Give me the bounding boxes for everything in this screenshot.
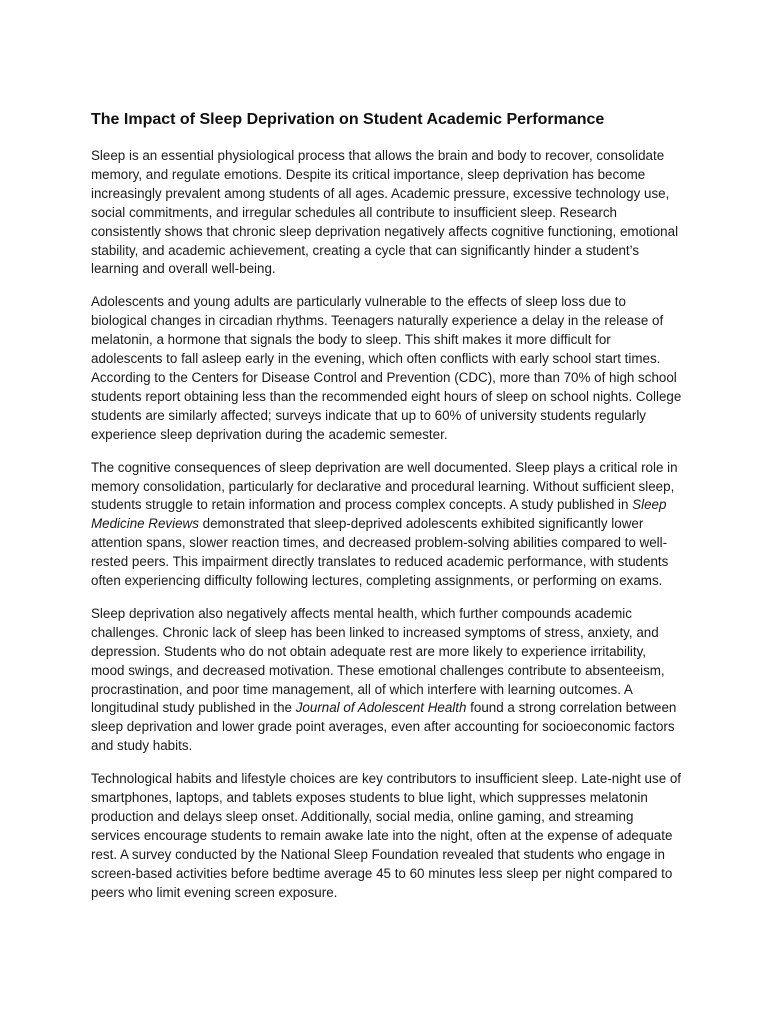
paragraph-adolescents: Adolescents and young adults are particularly vulnerable to the effects of sleep loss due to biological changes in circadian rhythms. Teenagers naturally experience a delay in the release of melatonin, a hormone that signals the body to sleep. This shift makes it more difficult for adolescents to fall asleep early in the evening, which often conflicts with early school start times. According to the Centers for Disease Control and Prevention (CDC), more than 70% of high school students report obtaining less than the recommended eight hours of sleep on school nights. College students are similarly affected; surveys indicate that up to 60% of university students regularly experience sleep deprivation during the academic semester. [91, 294, 682, 442]
journal-title-sleep-medicine-reviews: Sleep Medicine Reviews [91, 497, 667, 532]
journal-title-adolescent-health: Journal of Adolescent Health [295, 700, 467, 716]
paragraph-mental-health-text-b: found a strong correlation between sleep deprivation and lower grade point averages, even after accounting for socioeconomic factors and study habits. [91, 700, 677, 754]
document-body [91, 108, 683, 917]
paragraph-cognitive-text-a: The cognitive consequences of sleep deprivation are well documented. Sleep plays a critical role in memory consolidation, particularly for declarative and procedural learning. Without sufficient sleep, students struggle to retain information and process complex concepts. A study published in [91, 459, 678, 513]
paragraph-cognitive-text-b: demonstrated that sleep-deprived adolescents exhibited significantly lower attention spans, slower reaction times, and decreased problem-solving abilities compared to well-rested peers. This impairment directly translates to reduced academic performance, with students often experiencing difficulty following lectures, completing assignments, or performing on exams. [91, 516, 669, 589]
paragraph-mental-health [91, 605, 683, 756]
document-title: The Impact of Sleep Deprivation on Student Academic Performance [91, 111, 605, 128]
paragraph-intro: Sleep is an essential physiological process that allows the brain and body to recover, consolidate memory, and regulate emotions. Despite its critical importance, sleep deprivation has become increasingly prevalent among students of all ages. Academic pressure, excessive technology use, social commitments, and irregular schedules all contribute to insufficient sleep. Research consistently shows that chronic sleep deprivation negatively affects cognitive functioning, emotional stability, and academic achievement, creating a cycle that can significantly hinder a student’s learning and overall well-being. [91, 148, 679, 277]
paragraph-cognitive [91, 459, 683, 591]
paragraph-technology: Technological habits and lifestyle choices are key contributors to insufficient sleep. Late-night use of smartphones, laptops, and tablets exposes students to blue light, which suppresses melatonin production and delays sleep onset. Additionally, social media, online gaming, and streaming services encourage students to remain awake late into the night, often at the expense of adequate rest. A survey conducted by the National Sleep Foundation revealed that students who engage in screen-based activities before bedtime average 45 to 60 minutes less sleep per night compared to peers who limit evening screen exposure. [91, 771, 682, 900]
paragraph-mental-health-text-a: Sleep deprivation also negatively affects mental health, which further compounds academic challenges. Chronic lack of sleep has been linked to increased symptoms of stress, anxiety, and depression. Students who do not obtain adequate rest are more likely to experience irritability, mood swings, and decreased motivation. These emotional challenges contribute to absenteeism, procrastination, and poor time management, all of which interfere with learning outcomes. A longitudinal study published in the [91, 605, 665, 716]
